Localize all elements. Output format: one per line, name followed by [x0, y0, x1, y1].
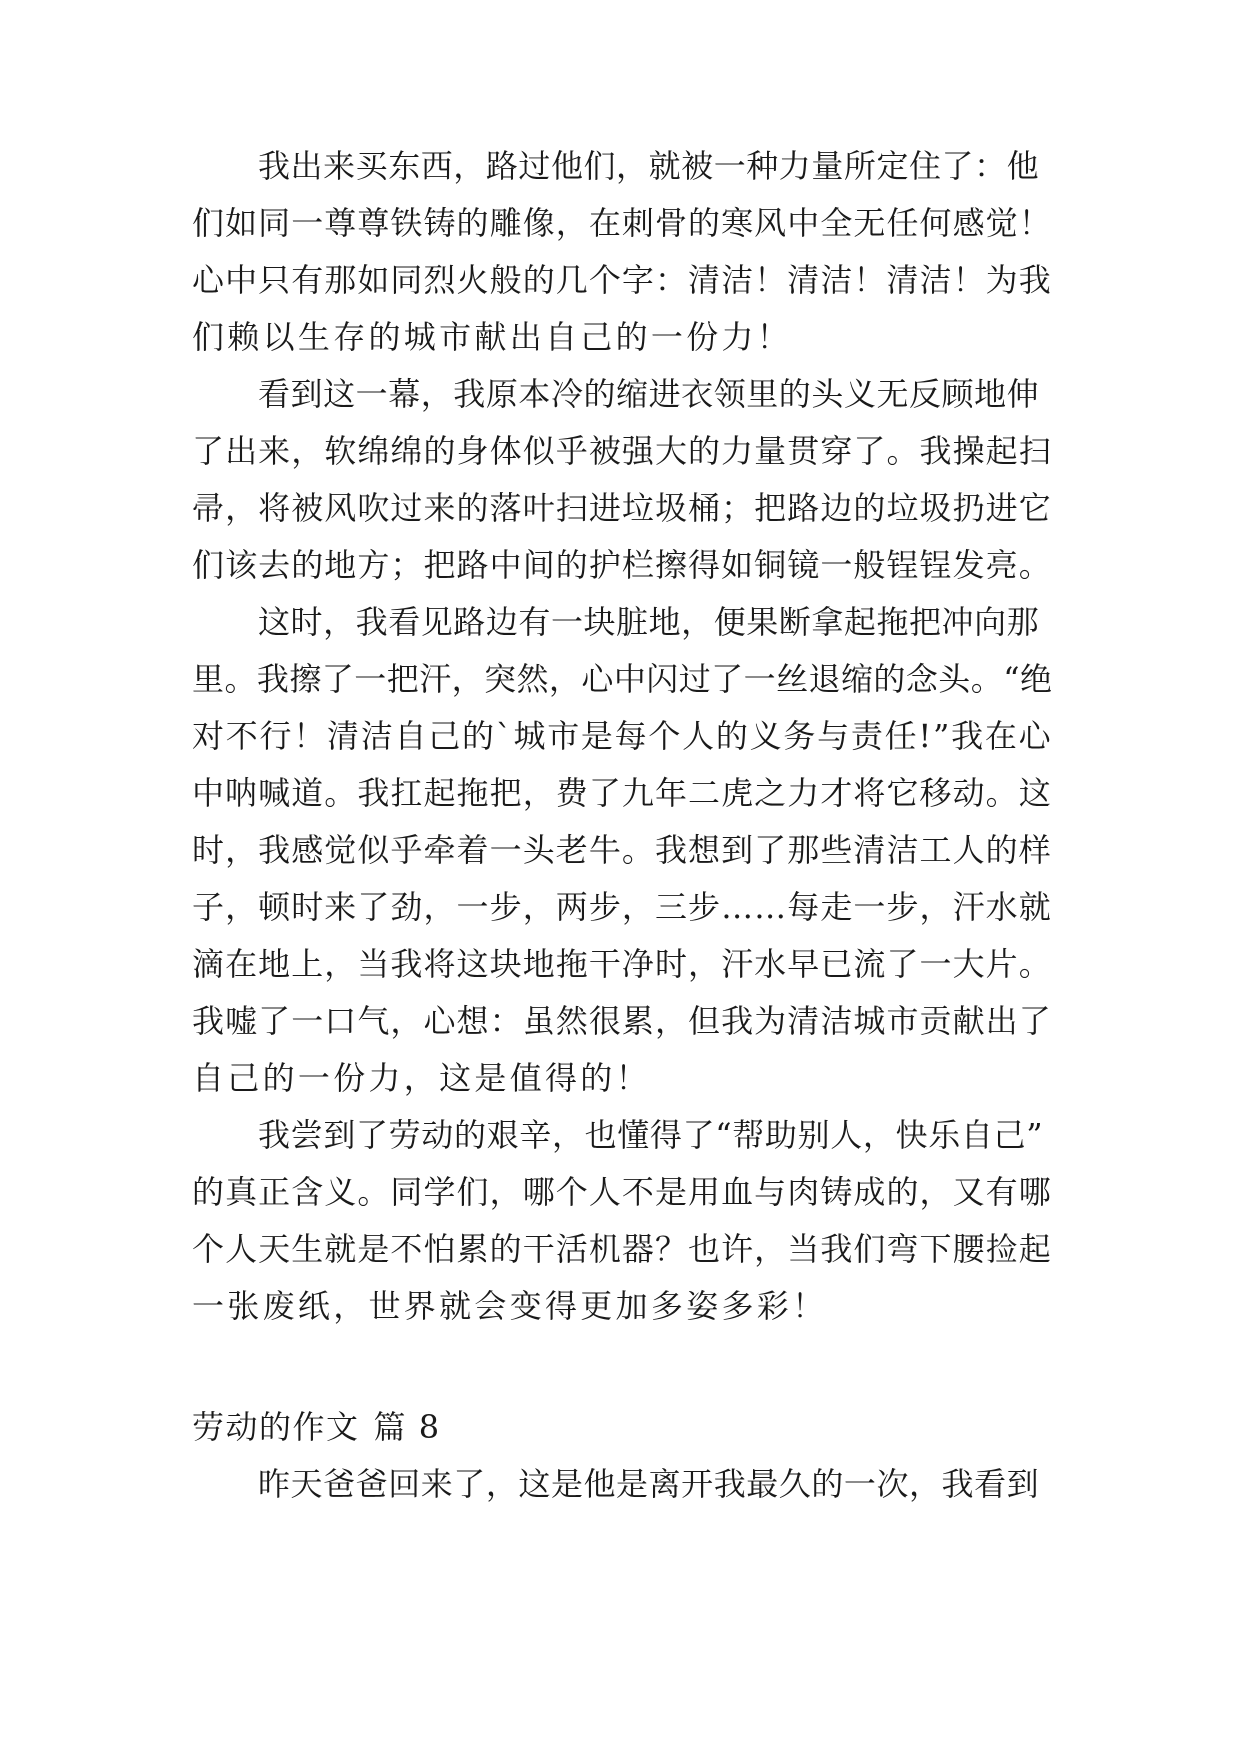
paragraph-2-line-4: 们该去的地方；把路中间的护栏擦得如铜镜一般锃锃发亮。 [192, 546, 1052, 584]
paragraph-3-line-1: 这时，我看见路边有一块脏地，便果断拿起拖把冲向那 [258, 603, 1040, 641]
paragraph-3-line-6: 子，顿时来了劲，一步，两步，三步……每走一步，汗水就 [192, 888, 1052, 926]
paragraph-1-line-4: 们赖以生存的城市献出自己的一份力！ [192, 318, 793, 356]
paragraph-4-line-3: 个人天生就是不怕累的干活机器？也许，当我们弯下腰捡起 [192, 1230, 1052, 1268]
paragraph-1-line-3: 心中只有那如同烈火般的几个字：清洁！清洁！清洁！为我 [192, 261, 1052, 299]
section-heading [192, 1403, 441, 1451]
paragraph-3-line-4: 中呐喊道。我扛起拖把，费了九年二虎之力才将它移动。这 [192, 774, 1052, 812]
paragraph-3-line-8: 我嘘了一口气，心想：虽然很累，但我为清洁城市贡献出了 [192, 1002, 1052, 1040]
paragraph-4-line-1: 我尝到了劳动的艰辛，也懂得了“帮助别人，快乐自己” [258, 1116, 1044, 1154]
paragraph-3-line-3: 对不行！清洁自己的`城市是每个人的义务与责任!”我在心 [192, 717, 1053, 755]
paragraph-2-line-1: 看到这一幕，我原本冷的缩进衣领里的头义无反顾地伸 [258, 375, 1040, 413]
paragraph-4-line-2: 的真正含义。同学们，哪个人不是用血与肉铸成的，又有哪 [192, 1173, 1052, 1211]
paragraph-3-line-5: 时，我感觉似乎牵着一头老牛。我想到了那些清洁工人的样 [192, 831, 1052, 869]
section-heading-title: 劳动的作文 [192, 1408, 360, 1446]
paragraph-3-line-7: 滴在地上，当我将这块地拖干净时，汗水早已流了一大片。 [192, 945, 1052, 983]
section-heading-number: 篇 8 [373, 1408, 441, 1446]
paragraph-1-line-2: 们如同一尊尊铁铸的雕像，在刺骨的寒风中全无任何感觉！ [192, 204, 1052, 242]
paragraph-3-line-2: 里。我擦了一把汗，突然，心中闪过了一丝退缩的念头。“绝 [192, 660, 1053, 698]
paragraph-3-line-9: 自己的一份力，这是值得的！ [192, 1059, 651, 1097]
paragraph-2-line-2: 了出来，软绵绵的身体似乎被强大的力量贯穿了。我操起扫 [192, 432, 1052, 470]
paragraph-2-line-3: 帚，将被风吹过来的落叶扫进垃圾桶；把路边的垃圾扔进它 [192, 489, 1052, 527]
paragraph-1-line-1: 我出来买东西，路过他们，就被一种力量所定住了：他 [258, 147, 1040, 185]
paragraph-4-line-4: 一张废纸，世界就会变得更加多姿多彩！ [192, 1287, 828, 1325]
last-paragraph-line-1: 昨天爸爸回来了，这是他是离开我最久的一次，我看到 [258, 1465, 1040, 1503]
